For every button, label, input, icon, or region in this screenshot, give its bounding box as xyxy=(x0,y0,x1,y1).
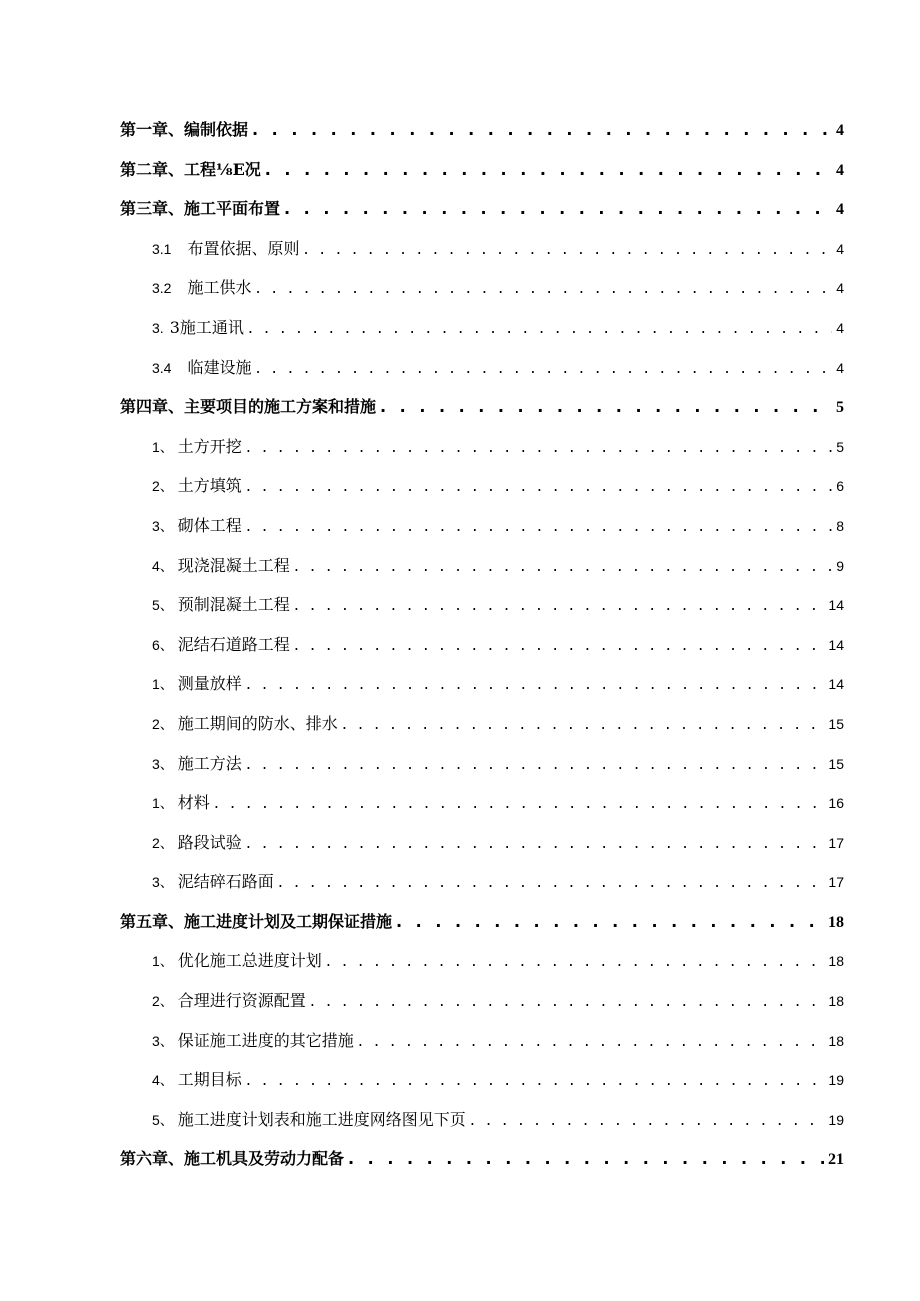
toc-entry-number: 3. xyxy=(152,319,164,336)
toc-entry-text: 临建设施 xyxy=(187,357,252,377)
toc-entry-number: 3、 xyxy=(152,755,174,772)
toc-entry-number: 5、 xyxy=(152,1111,174,1128)
toc-entry-title xyxy=(120,902,392,942)
toc-page-number: 16 xyxy=(828,795,844,812)
toc-entry-title xyxy=(152,664,242,705)
toc-entry-number: 3、 xyxy=(152,517,174,534)
toc-entry-text: 泥结石道路工程 xyxy=(177,634,290,654)
toc-entry-text: 第二章、工程⅛E况 xyxy=(120,159,261,179)
toc-chapter-entry[interactable] xyxy=(120,387,844,427)
toc-section-entry[interactable] xyxy=(120,546,844,586)
toc-entry-number: 5、 xyxy=(152,597,174,614)
toc-entry-number: 3.4 xyxy=(152,359,172,376)
toc-entry-title xyxy=(152,427,242,468)
toc-entry-number: 1、 xyxy=(152,438,174,455)
toc-entry-title xyxy=(152,229,299,270)
toc-entry-text: 保证施工进度的其它措施 xyxy=(177,1030,354,1050)
toc-section-entry[interactable] xyxy=(120,585,844,625)
toc-dot-leader xyxy=(284,189,832,229)
toc-page-number: 14 xyxy=(828,597,844,614)
toc-page-number: 18 xyxy=(828,993,844,1010)
toc-page-number: 4 xyxy=(836,161,844,179)
toc-section-entry[interactable] xyxy=(120,229,844,269)
toc-dot-leader xyxy=(246,664,825,704)
toc-entry-text: 第四章、主要项目的施工方案和措施 xyxy=(120,397,377,417)
toc-dot-leader xyxy=(246,744,825,784)
toc-entry-text: 施工供水 xyxy=(187,278,252,298)
toc-entry-title xyxy=(152,1100,466,1141)
toc-page-number: 21 xyxy=(828,1151,844,1169)
toc-page-number: 15 xyxy=(828,715,844,732)
toc-dot-leader xyxy=(255,348,832,388)
toc-entry-number: 4、 xyxy=(152,1072,174,1089)
toc-entry-text: 布置依据、原则 xyxy=(187,238,300,258)
toc-dot-leader xyxy=(310,981,825,1021)
toc-entry-title xyxy=(120,150,261,190)
toc-entry-number: 3.2 xyxy=(152,280,172,297)
toc-entry-text: 施工期间的防水、排水 xyxy=(177,713,338,733)
toc-section-entry[interactable] xyxy=(120,506,844,546)
toc-section-entry[interactable] xyxy=(120,823,844,863)
toc-dot-leader xyxy=(358,1021,825,1061)
toc-entry-text: 测量放样 xyxy=(177,674,242,694)
toc-entry-title xyxy=(152,585,290,626)
toc-entry-text: 3施工通讯 xyxy=(169,317,244,337)
toc-entry-number: 1、 xyxy=(152,953,174,970)
toc-entry-text: 泥结碎石路面 xyxy=(177,872,274,892)
toc-entry-text: 合理进行资源配置 xyxy=(177,991,306,1011)
toc-entry-text: 施工进度计划表和施工进度网络图见下页 xyxy=(177,1109,466,1129)
toc-page-number: 19 xyxy=(828,1072,844,1089)
toc-dot-leader xyxy=(348,1139,824,1179)
toc-page-number: 19 xyxy=(828,1111,844,1128)
toc-section-entry[interactable] xyxy=(120,268,844,308)
toc-dot-leader xyxy=(470,1100,825,1140)
toc-entry-title xyxy=(152,466,242,507)
toc-section-entry[interactable] xyxy=(120,941,844,981)
toc-entry-text: 第五章、施工进度计划及工期保证措施 xyxy=(120,911,393,931)
toc-page-number: 18 xyxy=(828,1032,844,1049)
toc-section-entry[interactable] xyxy=(120,664,844,704)
toc-entry-title xyxy=(152,506,242,547)
toc-entry-title xyxy=(152,1021,354,1062)
toc-chapter-entry[interactable] xyxy=(120,189,844,229)
toc-entry-text: 第一章、编制依据 xyxy=(120,120,249,139)
toc-section-entry[interactable] xyxy=(120,981,844,1021)
toc-entry-title xyxy=(152,744,242,785)
toc-entry-title xyxy=(152,704,338,745)
toc-entry-number: 3、 xyxy=(152,1032,174,1049)
toc-dot-leader xyxy=(303,229,832,269)
toc-section-entry[interactable] xyxy=(120,308,844,348)
toc-entry-title xyxy=(152,1060,242,1101)
toc-page-number: 17 xyxy=(828,834,844,851)
toc-page-number: 4 xyxy=(836,359,844,376)
toc-entry-number: 1、 xyxy=(152,676,174,693)
toc-entry-title xyxy=(120,1139,344,1179)
toc-dot-leader xyxy=(380,387,832,427)
toc-dot-leader xyxy=(278,862,825,902)
toc-entry-number: 3.1 xyxy=(152,240,172,257)
toc-entry-text: 土方填筑 xyxy=(177,476,242,496)
toc-entry-title xyxy=(152,981,306,1022)
toc-page-number: 15 xyxy=(828,755,844,772)
toc-entry-title xyxy=(152,941,322,982)
toc-entry-title xyxy=(152,823,242,864)
toc-dot-leader xyxy=(294,625,825,665)
toc-entry-number: 2、 xyxy=(152,993,174,1010)
toc-chapter-entry[interactable] xyxy=(120,150,844,190)
toc-section-entry[interactable] xyxy=(120,783,844,823)
toc-entry-number: 6、 xyxy=(152,636,174,653)
toc-dot-leader xyxy=(294,585,825,625)
toc-page-number: 8 xyxy=(836,517,844,534)
toc-entry-title xyxy=(120,110,248,150)
toc-dot-leader xyxy=(342,704,825,744)
toc-dot-leader xyxy=(396,902,824,942)
toc-page-number: 14 xyxy=(828,636,844,653)
toc-dot-leader xyxy=(246,466,832,506)
toc-entry-text: 预制混凝土工程 xyxy=(177,595,290,615)
toc-page-number: 4 xyxy=(836,280,844,297)
toc-entry-text: 砌体工程 xyxy=(177,515,242,535)
toc-section-entry[interactable] xyxy=(120,1100,844,1140)
toc-section-entry[interactable] xyxy=(120,625,844,665)
toc-entry-number: 2、 xyxy=(152,478,174,495)
toc-page-number: 5 xyxy=(836,399,844,417)
toc-dot-leader xyxy=(255,268,832,308)
toc-dot-leader xyxy=(252,110,832,150)
toc-page-number: 14 xyxy=(828,676,844,693)
toc-entry-title xyxy=(152,625,290,666)
toc-entry-text: 工期目标 xyxy=(177,1070,242,1090)
toc-page-number: 5 xyxy=(836,438,844,455)
toc-section-entry[interactable] xyxy=(120,1021,844,1061)
toc-entry-text: 材料 xyxy=(177,793,210,813)
toc-entry-number: 1、 xyxy=(152,795,174,812)
toc-entry-text: 现浇混凝土工程 xyxy=(177,555,290,575)
toc-entry-number: 4、 xyxy=(152,557,174,574)
toc-entry-number: 2、 xyxy=(152,834,174,851)
toc-section-entry[interactable] xyxy=(120,427,844,467)
toc-entry-title xyxy=(120,387,376,427)
toc-page-number: 4 xyxy=(836,240,844,257)
toc-chapter-entry[interactable] xyxy=(120,110,844,150)
toc-section-entry[interactable] xyxy=(120,1060,844,1100)
toc-dot-leader xyxy=(246,823,825,863)
toc-section-entry[interactable] xyxy=(120,744,844,784)
table-of-contents xyxy=(120,110,844,1179)
toc-page-number: 9 xyxy=(836,557,844,574)
toc-chapter-entry[interactable] xyxy=(120,902,844,942)
toc-entry-text: 路段试验 xyxy=(177,832,242,852)
toc-entry-title xyxy=(152,348,251,389)
toc-entry-text: 优化施工总进度计划 xyxy=(177,951,322,971)
toc-section-entry[interactable] xyxy=(120,466,844,506)
toc-page-number: 18 xyxy=(828,913,844,931)
toc-dot-leader xyxy=(326,941,825,981)
toc-entry-title xyxy=(152,862,274,903)
toc-entry-title xyxy=(120,189,280,229)
toc-entry-title xyxy=(152,546,290,587)
toc-dot-leader xyxy=(246,427,832,467)
toc-page-number: 17 xyxy=(828,874,844,891)
toc-entry-text: 第六章、施工机具及劳动力配备 xyxy=(120,1149,345,1169)
toc-section-entry[interactable] xyxy=(120,348,844,388)
toc-dot-leader xyxy=(265,150,832,190)
toc-dot-leader xyxy=(214,783,825,823)
toc-page-number: 4 xyxy=(836,122,844,139)
toc-entry-title xyxy=(152,268,251,309)
toc-page-number: 4 xyxy=(836,201,844,219)
toc-page-number: 4 xyxy=(836,319,844,336)
toc-entry-text: 土方开挖 xyxy=(177,436,242,456)
toc-section-entry[interactable] xyxy=(120,862,844,902)
toc-entry-text: 施工方法 xyxy=(177,753,242,773)
toc-entry-title xyxy=(152,783,210,824)
toc-section-entry[interactable] xyxy=(120,704,844,744)
toc-dot-leader xyxy=(248,308,832,348)
toc-entry-number: 3、 xyxy=(152,874,174,891)
toc-dot-leader xyxy=(246,1060,825,1100)
toc-entry-text: 第三章、施工平面布置 xyxy=(120,199,281,219)
toc-page-number: 6 xyxy=(836,478,844,495)
toc-dot-leader xyxy=(246,506,832,546)
toc-page-number: 18 xyxy=(828,953,844,970)
toc-entry-title xyxy=(152,308,244,349)
toc-dot-leader xyxy=(294,546,832,586)
toc-chapter-entry[interactable] xyxy=(120,1139,844,1179)
toc-entry-number: 2、 xyxy=(152,715,174,732)
